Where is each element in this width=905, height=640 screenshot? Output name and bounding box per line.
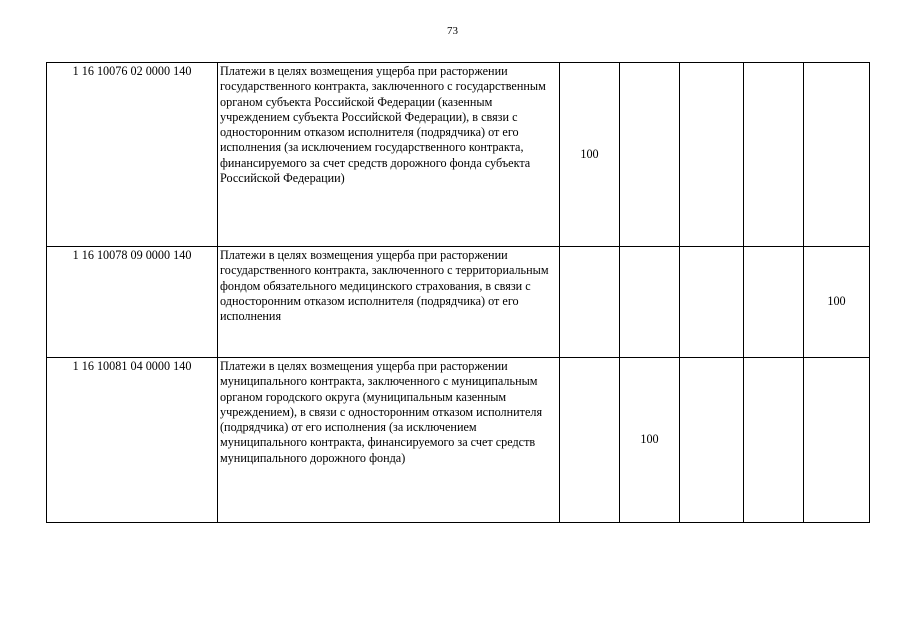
- budget-codes-table: [46, 62, 870, 523]
- value-cell: [560, 358, 620, 523]
- value-cell: [680, 247, 744, 358]
- description-cell: Платежи в целях возмещения ущерба при расторжении государственного контракта, заключенного с территориальным фондом обязательного медицинского страхования, в связи с односторонним отказом исполнителя (подрядчика) от его исполнения: [218, 247, 560, 358]
- value-cell: [620, 247, 680, 358]
- description-cell: Платежи в целях возмещения ущерба при расторжении государственного контракта, заключенного с государственным органом субъекта Российской Федерации (казенным учреждением субъекта Российской Федерации), в связи с односторонним отказом исполнителя (подрядчика) от его исполнения (за исключением государственного контракта, финансируемого за счет средств дорожного фонда субъекта Российской Федерации): [218, 63, 560, 247]
- page-number: 73: [447, 25, 458, 37]
- description-cell: Платежи в целях возмещения ущерба при расторжении муниципального контракта, заключенного с муниципальным органом городского округа (муниципальным казенным учреждением), в связи с односторонним отказом исполнителя (подрядчика) от его исполнения (за исключением муниципального контракта, финансируемого за счет средств муниципального дорожного фонда): [218, 358, 560, 523]
- value-cell: [680, 63, 744, 247]
- value-cell: [620, 63, 680, 247]
- value-cell: 100: [804, 247, 870, 358]
- budget-code-cell: 1 16 10076 02 0000 140: [47, 63, 218, 247]
- budget-code-cell: 1 16 10078 09 0000 140: [47, 247, 218, 358]
- value-cell: 100: [560, 63, 620, 247]
- value-cell: [744, 63, 804, 247]
- budget-code-cell: 1 16 10081 04 0000 140: [47, 358, 218, 523]
- value-cell: [804, 358, 870, 523]
- value-cell: [744, 247, 804, 358]
- table-row: [47, 358, 870, 523]
- value-cell: [680, 358, 744, 523]
- value-cell: [804, 63, 870, 247]
- table-row: [47, 247, 870, 358]
- value-cell: [560, 247, 620, 358]
- value-cell: 100: [620, 358, 680, 523]
- table-row: [47, 63, 870, 247]
- value-cell: [744, 358, 804, 523]
